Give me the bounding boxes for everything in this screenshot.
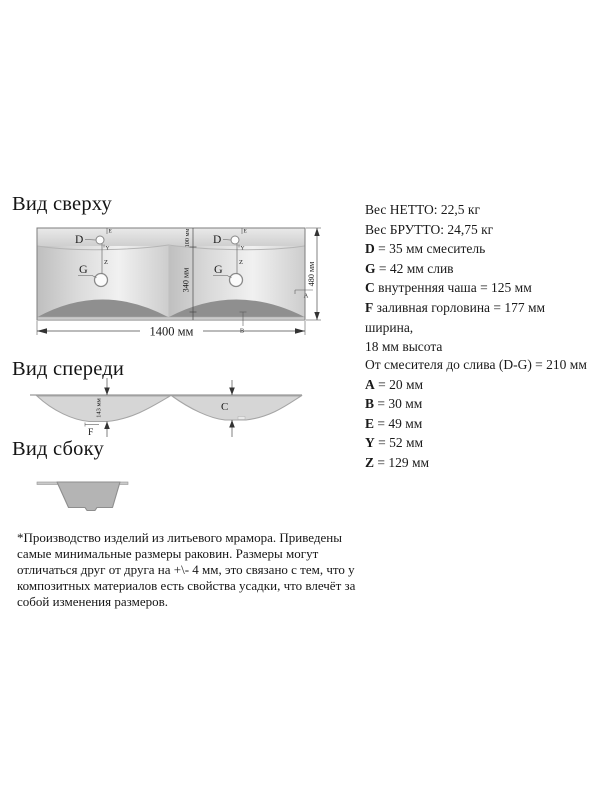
- c-arrow-up: [229, 420, 235, 428]
- width-arrow-left: [37, 328, 47, 333]
- specs-block-weights: [365, 200, 595, 357]
- right-z-label: Z: [239, 259, 243, 266]
- right-basin-profile: [172, 396, 301, 420]
- left-z-label: Z: [104, 259, 108, 266]
- b-label: B: [239, 327, 245, 335]
- basin-dim-text: 340 мм: [181, 267, 191, 293]
- footnote-line: *Производство изделий из литьевого мрамора. Приведены: [17, 530, 342, 545]
- spec-key: F: [365, 299, 374, 315]
- right-d-label: D: [213, 234, 222, 246]
- front-rim: [38, 317, 305, 320]
- footnote-line: самые минимальные размеры раковин. Размеры могут: [17, 546, 319, 561]
- spec-key: A: [365, 376, 375, 392]
- spec-line: [365, 394, 595, 414]
- footnote-line: отличаться друг от друга на +\- 4 мм, это связано с тем, что у: [17, 562, 355, 577]
- spec-line: [365, 375, 595, 395]
- spec-text: = 49 мм: [374, 415, 423, 431]
- overflow-detail: [238, 417, 245, 420]
- left-basin-profile: [37, 396, 170, 422]
- spec-text: = 52 мм: [374, 435, 424, 451]
- right-faucet-hole: [231, 236, 239, 244]
- depth-dim-text: 143 мм: [95, 398, 103, 418]
- spec-text: = 35 мм смеситель: [374, 241, 486, 257]
- side-view-title: Вид сбоку: [12, 438, 104, 460]
- spec-text: От смесителя до слива (D-G) = 210 мм: [365, 357, 587, 372]
- spec-line: [365, 453, 595, 473]
- right-drain-hole: [230, 274, 243, 287]
- spec-text: внутренняя чаша = 125 мм: [374, 280, 532, 296]
- spec-line: [365, 337, 595, 357]
- c-label: C: [221, 401, 229, 413]
- front-view-drawing: [25, 375, 335, 445]
- depth-arrow-up: [104, 422, 110, 430]
- spec-line: [365, 298, 595, 337]
- a-label: A: [303, 292, 309, 300]
- spec-text: = 129 мм: [374, 454, 430, 470]
- spec-key: G: [365, 260, 376, 276]
- top-view-drawing: [25, 222, 335, 344]
- spec-key: E: [365, 415, 375, 431]
- spec-text: 18 мм высота: [365, 339, 443, 355]
- height-arrow-down: [314, 312, 319, 320]
- footnote-line: композитных материалов есть свойства усадки, что влечёт за: [17, 578, 356, 593]
- spec-text: заливная горловина = 177 мм ширина,: [365, 299, 546, 335]
- left-faucet-hole: [96, 236, 104, 244]
- spec-key: Z: [365, 454, 375, 470]
- side-view-drawing: [25, 470, 145, 520]
- width-arrow-right: [295, 328, 305, 333]
- right-e-label: E: [243, 228, 247, 235]
- side-body-profile: [57, 482, 120, 511]
- left-drain-hole: [95, 274, 108, 287]
- left-y-label: Y: [105, 245, 110, 252]
- spec-text: = 30 мм: [374, 396, 423, 412]
- c-arrow-down: [229, 388, 235, 396]
- spec-line: [365, 239, 595, 259]
- spec-line: [365, 433, 595, 453]
- spec-line: [365, 355, 595, 375]
- spec-text: = 42 мм слив: [375, 260, 454, 276]
- height-arrow-up: [314, 228, 319, 236]
- depth-arrow-down: [104, 388, 110, 396]
- spec-text: = 20 мм: [374, 376, 424, 392]
- top-view-title: Вид сверху: [12, 193, 112, 215]
- right-y-label: Y: [240, 245, 245, 252]
- spec-key: C: [365, 280, 375, 296]
- height-dim-text: 480 мм: [307, 261, 316, 287]
- front-view-title: Вид спереди: [12, 358, 125, 380]
- spec-key: B: [365, 396, 375, 412]
- specs-block-offsets: [365, 355, 595, 473]
- spec-key: D: [365, 241, 375, 257]
- f-label: F: [88, 428, 94, 438]
- spec-text: Вес НЕТТО: 22,5 кг: [365, 202, 480, 217]
- footnote-line: собой изменения размеров.: [17, 594, 168, 609]
- left-g-label: G: [79, 262, 88, 276]
- spec-text: Вес БРУТТО: 24,75 кг: [365, 221, 494, 237]
- production-footnote: [17, 530, 365, 610]
- spec-line: [365, 200, 595, 220]
- spec-line: [365, 278, 595, 298]
- left-d-label: D: [75, 234, 84, 246]
- spec-line: [365, 220, 595, 240]
- spec-key: Y: [365, 435, 375, 451]
- width-dim-text: 1400 мм: [149, 324, 194, 339]
- right-g-label: G: [214, 262, 223, 276]
- left-e-label: E: [108, 228, 112, 235]
- spec-line: [365, 414, 595, 434]
- spec-line: [365, 259, 595, 279]
- ledge-dim-text: 100 мм: [184, 228, 191, 248]
